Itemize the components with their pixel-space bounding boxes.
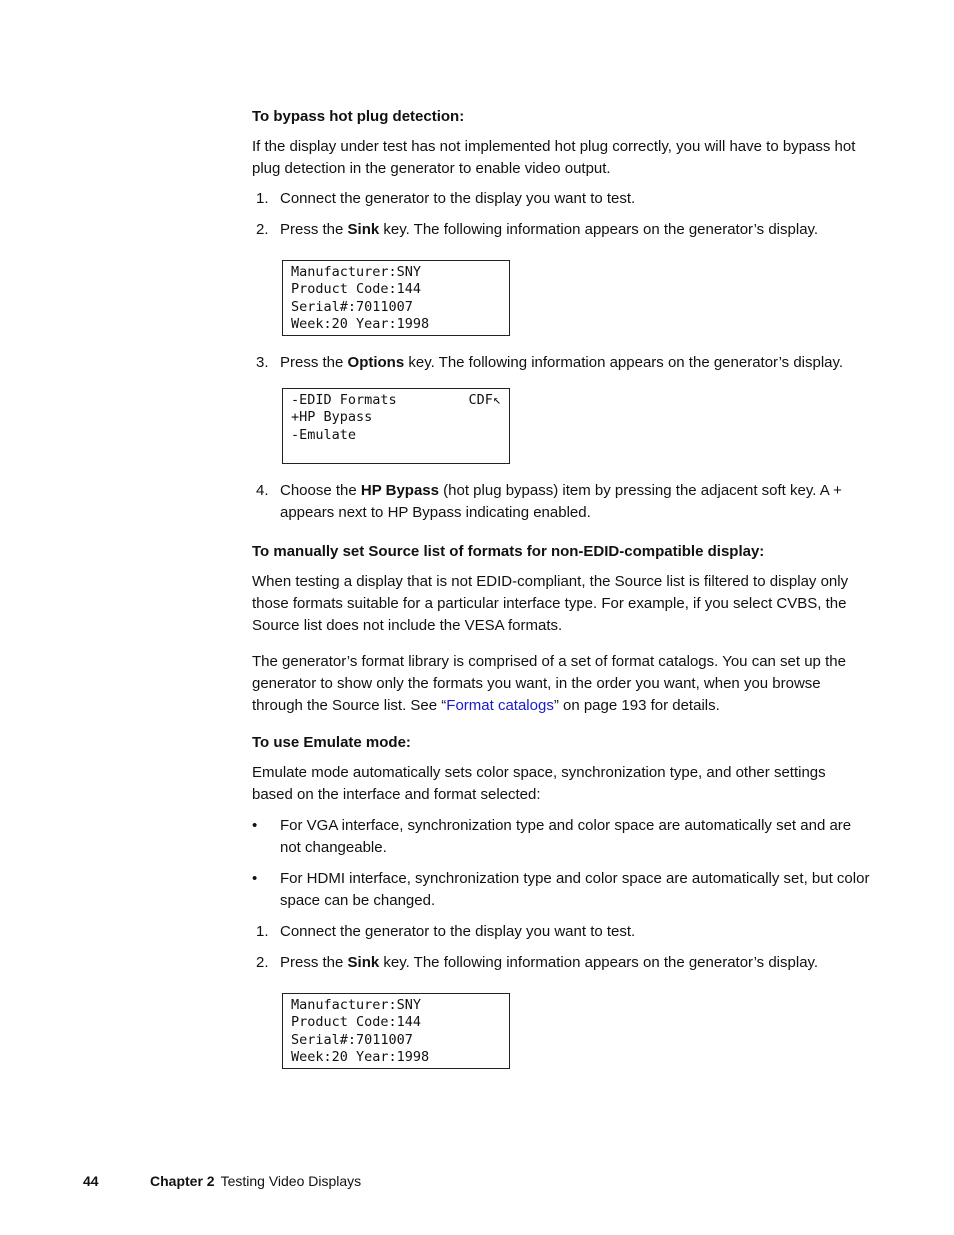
bypass-intro: If the display under test has not implemented hot plug correctly, you will have to bypass hot plug detection in the generator to enable video output. [252,138,856,177]
display-line: Week:20 Year:1998 [291,1049,430,1066]
step-item [252,480,870,524]
section-heading-bypass: To bypass hot plug detection: [252,108,465,125]
display-line: -EDID Formats [291,392,397,409]
display-line: Serial#:7011007 [291,298,413,315]
display-line: Manufacturer:SNY [291,264,422,280]
page-content [252,106,870,1081]
para-text-post: ” on page 193 for details. [553,697,720,715]
chapter-title: Testing Video Displays [220,1173,362,1189]
key-name: HP Bypass [360,482,439,500]
step-number: 3. [256,354,269,372]
chapter-label: Chapter 2 [150,1173,215,1189]
step-text-pre: Choose the [280,482,361,500]
emulate-intro: Emulate mode automatically sets color space, synchronization type, and other settings based on the interface and format selected: [252,764,826,804]
bullet-text: For HDMI interface, synchronization type and color space are automatically set, but color space can be changed. [280,870,870,910]
cdf-indicator: CDF↖ [468,392,501,409]
key-name: Options [347,354,405,372]
bullet-item [252,815,870,859]
step-item [252,219,870,241]
step-text-pre: Press the [280,221,348,238]
page-number: 44 [83,1173,99,1189]
step-item [252,921,870,943]
display-line: Serial#:7011007 [291,1031,413,1048]
display-line: -Emulate [291,426,357,443]
step-item [252,188,870,210]
running-footer [150,1173,361,1189]
step-text-post: (hot plug bypass) item by pressing the adjacent soft key. A + appears next to HP Bypass indicating enabled. [280,482,842,522]
format-library-para [252,651,870,717]
step-text-pre: Press the [280,354,348,372]
display-line: Product Code:144 [291,281,422,298]
step-text: Connect the generator to the display you want to test. [280,190,636,207]
step-number: 2. [256,954,269,972]
step-number: 2. [256,221,269,238]
step-text: Connect the generator to the display you want to test. [280,923,636,941]
bullet-item [252,868,870,912]
section-heading-emulate: To use Emulate mode: [252,734,411,752]
step-text-post: key. The following information appears on the generator’s display. [379,954,819,972]
source-list-para: When testing a display that is not EDID-compliant, the Source list is filtered to display only those formats suitable for a particular interface type. For example, if you select CVBS, the Source list does not include the VESA formats. [252,573,849,635]
step-text-pre: Press the [280,954,348,972]
display-line: Manufacturer:SNY [291,997,422,1014]
step-text-post: key. The following information appears on the generator’s display. [379,221,819,238]
step-item [252,352,870,374]
bullet-dot: • [252,817,258,835]
key-name: Sink [347,221,380,238]
generator-display [282,260,510,336]
generator-display [282,388,510,464]
step-text-post: key. The following information appears on the generator’s display. [404,354,844,372]
display-line: +HP Bypass [291,409,373,426]
step-item [252,952,870,974]
bullet-dot: • [252,870,258,888]
step-number: 1. [256,923,269,941]
para-text-pre: The generator’s format library is comprised of a set of format catalogs. You can set up the generator to show only the formats you want, in the order you want, when you browse through the Source list. See “ [252,653,846,715]
generator-display [282,993,510,1069]
format-catalogs-link[interactable]: Format catalogs [446,697,554,715]
section-heading-source-list: To manually set Source list of formats for non-EDID-compatible display: [252,543,765,561]
key-name: Sink [347,954,380,972]
display-line: Product Code:144 [291,1014,422,1031]
display-line: Week:20 Year:1998 [291,315,430,332]
step-number: 4. [256,482,269,500]
step-number: 1. [256,190,269,207]
bullet-text: For VGA interface, synchronization type and color space are automatically set and are not changeable. [280,817,852,857]
